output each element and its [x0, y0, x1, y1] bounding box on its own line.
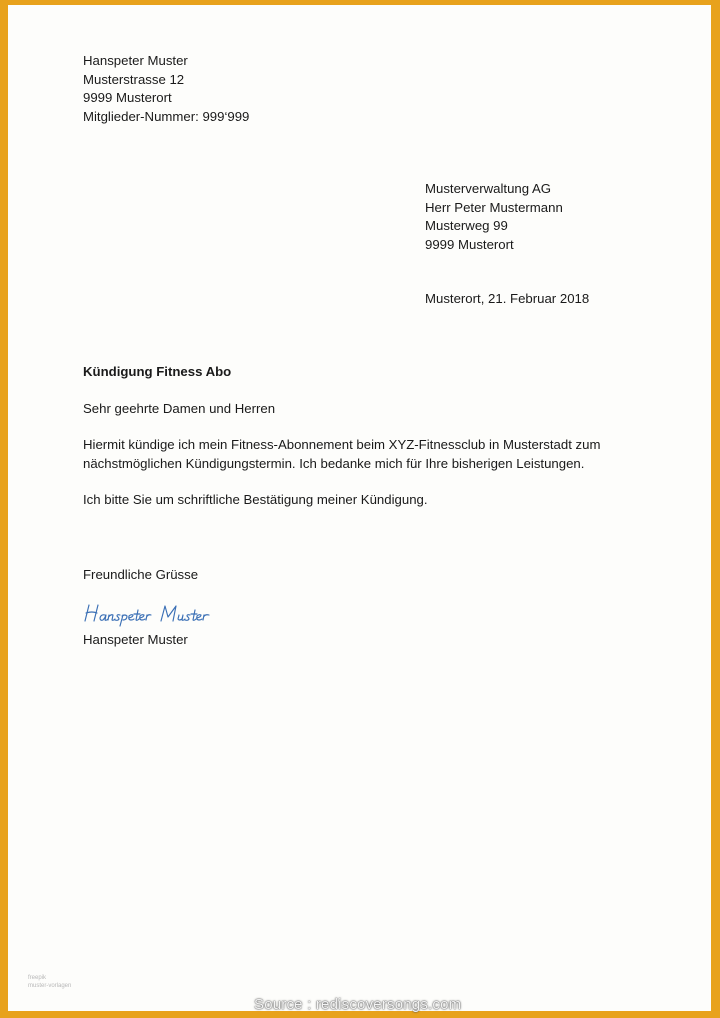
body-line: nächstmöglichen Kündigungstermin. Ich bedanke mich für Ihre bisherigen Leistungen.: [83, 455, 585, 471]
handwritten-signature: [83, 601, 253, 627]
letter-subject: Kündigung Fitness Abo: [83, 364, 232, 379]
recipient-street: Musterweg 99: [425, 218, 508, 233]
recipient-city: 9999 Musterort: [425, 236, 514, 252]
sender-member-number: Mitglieder-Nummer: 999‘999: [83, 108, 250, 124]
letter-page: [8, 5, 711, 1011]
body-paragraph-2: Ich bitte Sie um schriftliche Bestätigung meiner Kündigung.: [83, 492, 428, 507]
sender-street: Musterstrasse 12: [83, 71, 185, 87]
sender-city: 9999 Musterort: [83, 90, 172, 105]
body-paragraph-1: [83, 436, 600, 473]
sender-name: Hanspeter Muster: [83, 53, 188, 68]
recipient-company: Musterverwaltung AG: [425, 181, 552, 196]
recipient-contact: Herr Peter Mustermann: [425, 199, 563, 215]
watermark-small-line: freepik: [28, 975, 47, 981]
closing: Freundliche Grüsse: [83, 567, 199, 582]
signature-name: Hanspeter Muster: [83, 632, 188, 647]
recipient-address: [425, 180, 563, 254]
source-watermark: Source : rediscoversongs.com: [254, 996, 462, 1013]
watermark-small: [28, 974, 71, 990]
letter-date: Musterort, 21. Februar 2018: [425, 291, 590, 306]
watermark-small-line: muster-vorlagen: [28, 983, 72, 989]
body-line: Hiermit kündige ich mein Fitness-Abonnement beim XYZ-Fitnessclub in Musterstadt zum: [83, 437, 601, 452]
salutation: Sehr geehrte Damen und Herren: [83, 401, 276, 416]
sender-address: [83, 52, 249, 126]
